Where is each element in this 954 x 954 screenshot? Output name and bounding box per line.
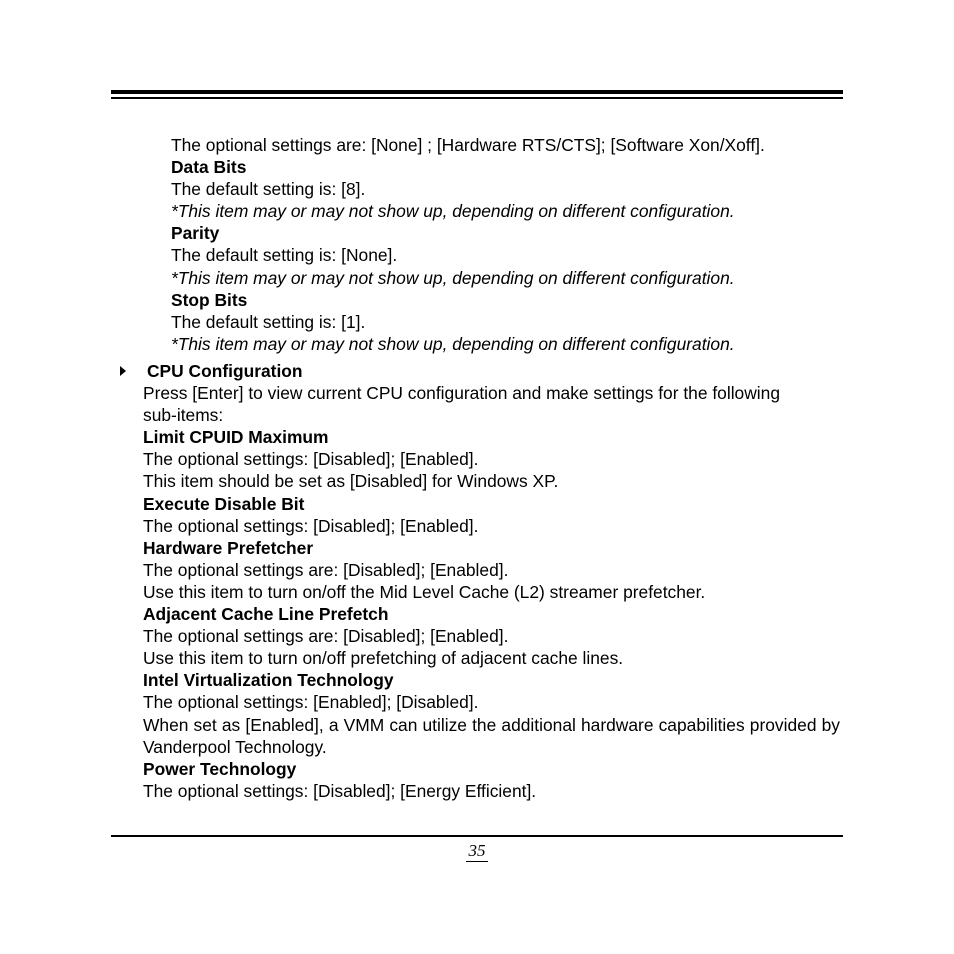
limit-cpuid-options: The optional settings: [Disabled]; [Enabled].	[143, 449, 479, 470]
adjacent-cache-options: The optional settings are: [Disabled]; [Enabled].	[143, 626, 509, 647]
page-number: 35	[466, 840, 488, 862]
power-tech-title: Power Technology	[143, 758, 297, 779]
virtualization-title: Intel Virtualization Technology	[143, 670, 394, 691]
virtualization-note: When set as [Enabled], a VMM can utilize the additional hardware capabilities provided by Vanderpool Technology.	[143, 714, 840, 757]
stop-bits-note: *This item may or may not show up, depending on different configuration.	[171, 333, 735, 354]
parity-title: Parity	[171, 223, 220, 244]
cpu-intro-line2: sub-items:	[143, 405, 224, 426]
execute-disable-title: Execute Disable Bit	[143, 493, 305, 514]
data-bits-default: The default setting is: [8].	[171, 179, 366, 200]
triangle-bullet-icon	[120, 366, 126, 376]
cpu-configuration-heading: CPU Configuration	[147, 361, 303, 381]
parity-default: The default setting is: [None].	[171, 245, 398, 266]
hw-prefetcher-note: Use this item to turn on/off the Mid Level Cache (L2) streamer prefetcher.	[143, 581, 706, 602]
flow-control-options: The optional settings are: [None] ; [Hardware RTS/CTS]; [Software Xon/Xoff].	[171, 135, 765, 155]
execute-disable-options: The optional settings: [Disabled]; [Enabled].	[143, 515, 479, 536]
stop-bits-title: Stop Bits	[171, 289, 248, 310]
adjacent-cache-note: Use this item to turn on/off prefetching of adjacent cache lines.	[143, 648, 624, 669]
hw-prefetcher-options: The optional settings are: [Disabled]; [Enabled].	[143, 559, 509, 580]
header-rule-thick	[111, 90, 843, 94]
data-bits-note: *This item may or may not show up, depending on different configuration.	[171, 201, 735, 222]
header-rule-thin	[111, 97, 843, 99]
hw-prefetcher-title: Hardware Prefetcher	[143, 537, 314, 558]
adjacent-cache-title: Adjacent Cache Line Prefetch	[143, 604, 389, 625]
parity-note: *This item may or may not show up, depending on different configuration.	[171, 267, 735, 288]
serial-port-settings	[171, 134, 841, 355]
cpu-configuration-section	[143, 360, 840, 802]
limit-cpuid-title: Limit CPUID Maximum	[143, 427, 329, 448]
power-tech-options: The optional settings: [Disabled]; [Energy Efficient].	[143, 780, 537, 801]
limit-cpuid-note: This item should be set as [Disabled] for Windows XP.	[143, 471, 559, 492]
cpu-intro-line1: Press [Enter] to view current CPU configuration and make settings for the following	[143, 383, 780, 404]
footer-rule	[111, 835, 843, 837]
virtualization-options: The optional settings: [Enabled]; [Disabled].	[143, 692, 479, 713]
data-bits-title: Data Bits	[171, 157, 247, 178]
stop-bits-default: The default setting is: [1].	[171, 311, 366, 332]
